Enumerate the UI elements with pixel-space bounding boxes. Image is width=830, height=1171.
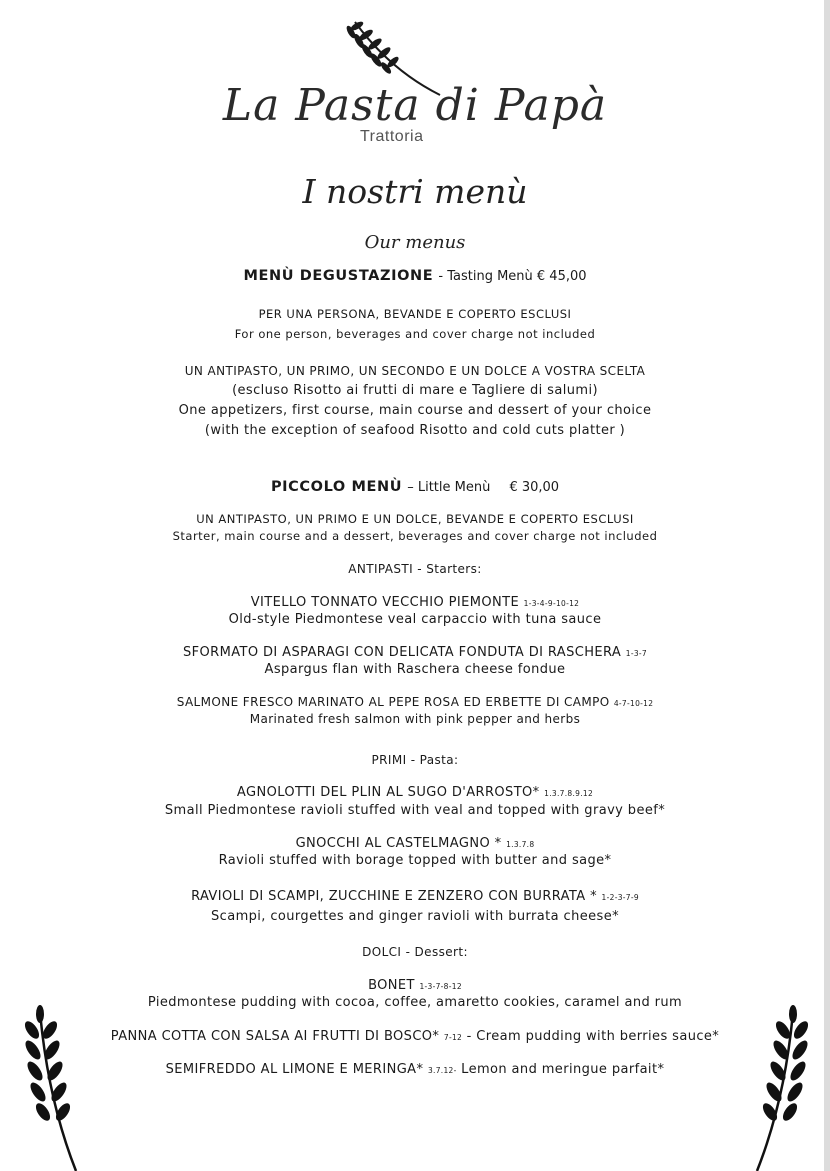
allergens: 1.3.7.8.9.12 xyxy=(544,789,594,798)
dish-description: Scampi, courgettes and ginger ravioli with burrata cheese* xyxy=(211,909,619,924)
allergens: 1.3.7.8 xyxy=(506,840,535,849)
tasting-line-2: (escluso Risotto ai frutti di mare e Tagliere di salumi) xyxy=(232,383,598,398)
wheat-decoration-left-icon xyxy=(18,1000,88,1171)
logo-title: La Pasta di Papà xyxy=(222,80,608,131)
dish-description: Lemon and meringue parfait* xyxy=(461,1062,665,1077)
dish-description: Old-style Piedmontese veal carpaccio with tuna sauce xyxy=(228,612,602,627)
tasting-note-it: PER UNA PERSONA, BEVANDE E COPERTO ESCLUSI xyxy=(258,307,572,321)
piccolo-line-1: UN ANTIPASTO, UN PRIMO E UN DOLCE, BEVANDE E COPERTO ESCLUSI xyxy=(196,512,634,526)
page-title: I nostri menù xyxy=(302,172,528,211)
allergens: 7-12 xyxy=(443,1033,463,1042)
menu-item-name xyxy=(0,645,830,660)
dish-description: Small Piedmontese ravioli stuffed with veal and topped with gravy beef* xyxy=(164,803,666,818)
piccolo-menu-name: PICCOLO MENÙ xyxy=(270,479,403,495)
dish-name: SALMONE FRESCO MARINATO AL PEPE ROSA ED ERBETTE DI CAMPO xyxy=(176,695,610,709)
allergens: 3.7.12- xyxy=(427,1066,457,1075)
piccolo-menu-price: € 30,00 xyxy=(509,480,560,495)
dish-name: VITELLO TONNATO VECCHIO PIEMONTE xyxy=(250,595,520,610)
dish-name: BONET xyxy=(368,978,415,993)
piccolo-line-2: Starter, main course and a dessert, beverages and cover charge not included xyxy=(172,529,658,543)
antipasti-section-title: ANTIPASTI - Starters: xyxy=(348,562,482,576)
dish-name: PANNA COTTA CON SALSA AI FRUTTI DI BOSCO* xyxy=(110,1029,440,1044)
page-subtitle: Our menus xyxy=(364,232,466,253)
menu-item-name xyxy=(0,785,830,800)
restaurant-logo xyxy=(220,10,610,160)
tasting-menu-title xyxy=(0,265,830,284)
dish-description: Ravioli stuffed with borage topped with butter and sage* xyxy=(218,853,612,868)
dish-name: RAVIOLI DI SCAMPI, ZUCCHINE E ZENZERO CON BURRATA * xyxy=(191,889,597,904)
menu-item-name xyxy=(0,889,830,904)
dish-name: SFORMATO DI ASPARAGI CON DELICATA FONDUTA DI RASCHERA xyxy=(182,645,622,660)
wheat-decoration-right-icon xyxy=(745,1000,815,1171)
dish-name: AGNOLOTTI DEL PLIN AL SUGO D'ARROSTO* xyxy=(236,785,540,800)
menu-item-name xyxy=(0,978,830,993)
allergens: 1-3-7-8-12 xyxy=(419,982,462,991)
menu-item-name xyxy=(0,695,830,709)
dish-description: Piedmontese pudding with cocoa, coffee, amaretto cookies, caramel and rum xyxy=(147,995,683,1010)
menu-item-line xyxy=(0,1029,830,1044)
allergens: 4-7-10-12 xyxy=(613,699,654,708)
allergens: 1-2-3-7-9 xyxy=(601,893,639,902)
logo-subtitle: Trattoria xyxy=(360,128,424,145)
tasting-menu-name: MENÙ DEGUSTAZIONE xyxy=(243,268,434,284)
tasting-line-3: One appetizers, first course, main course and dessert of your choice xyxy=(178,403,652,418)
menu-item-name xyxy=(0,836,830,851)
piccolo-menu-title xyxy=(0,476,830,495)
tasting-menu-price: - Tasting Menù € 45,00 xyxy=(438,269,587,284)
dish-description: Marinated fresh salmon with pink pepper and herbs xyxy=(249,712,581,726)
menu-item-line xyxy=(0,1062,830,1077)
dish-description: - Cream pudding with berries sauce* xyxy=(466,1029,720,1044)
dish-name: GNOCCHI AL CASTELMAGNO * xyxy=(295,836,502,851)
dish-name: SEMIFREDDO AL LIMONE E MERINGA* xyxy=(165,1062,424,1077)
dish-description: Aspargus flan with Raschera cheese fondue xyxy=(264,662,566,677)
allergens: 1-3-7 xyxy=(625,649,647,658)
dolci-section-title: DOLCI - Dessert: xyxy=(362,945,468,959)
menu-item-name xyxy=(0,595,830,610)
allergens: 1-3-4-9-10-12 xyxy=(523,599,580,608)
primi-section-title: PRIMI - Pasta: xyxy=(371,753,459,767)
piccolo-menu-en: – Little Menù xyxy=(407,480,491,495)
tasting-note-en: For one person, beverages and cover charge not included xyxy=(234,327,596,341)
tasting-line-1: UN ANTIPASTO, UN PRIMO, UN SECONDO E UN DOLCE A VOSTRA SCELTA xyxy=(184,364,646,378)
tasting-line-4: (with the exception of seafood Risotto and cold cuts platter ) xyxy=(204,423,626,438)
